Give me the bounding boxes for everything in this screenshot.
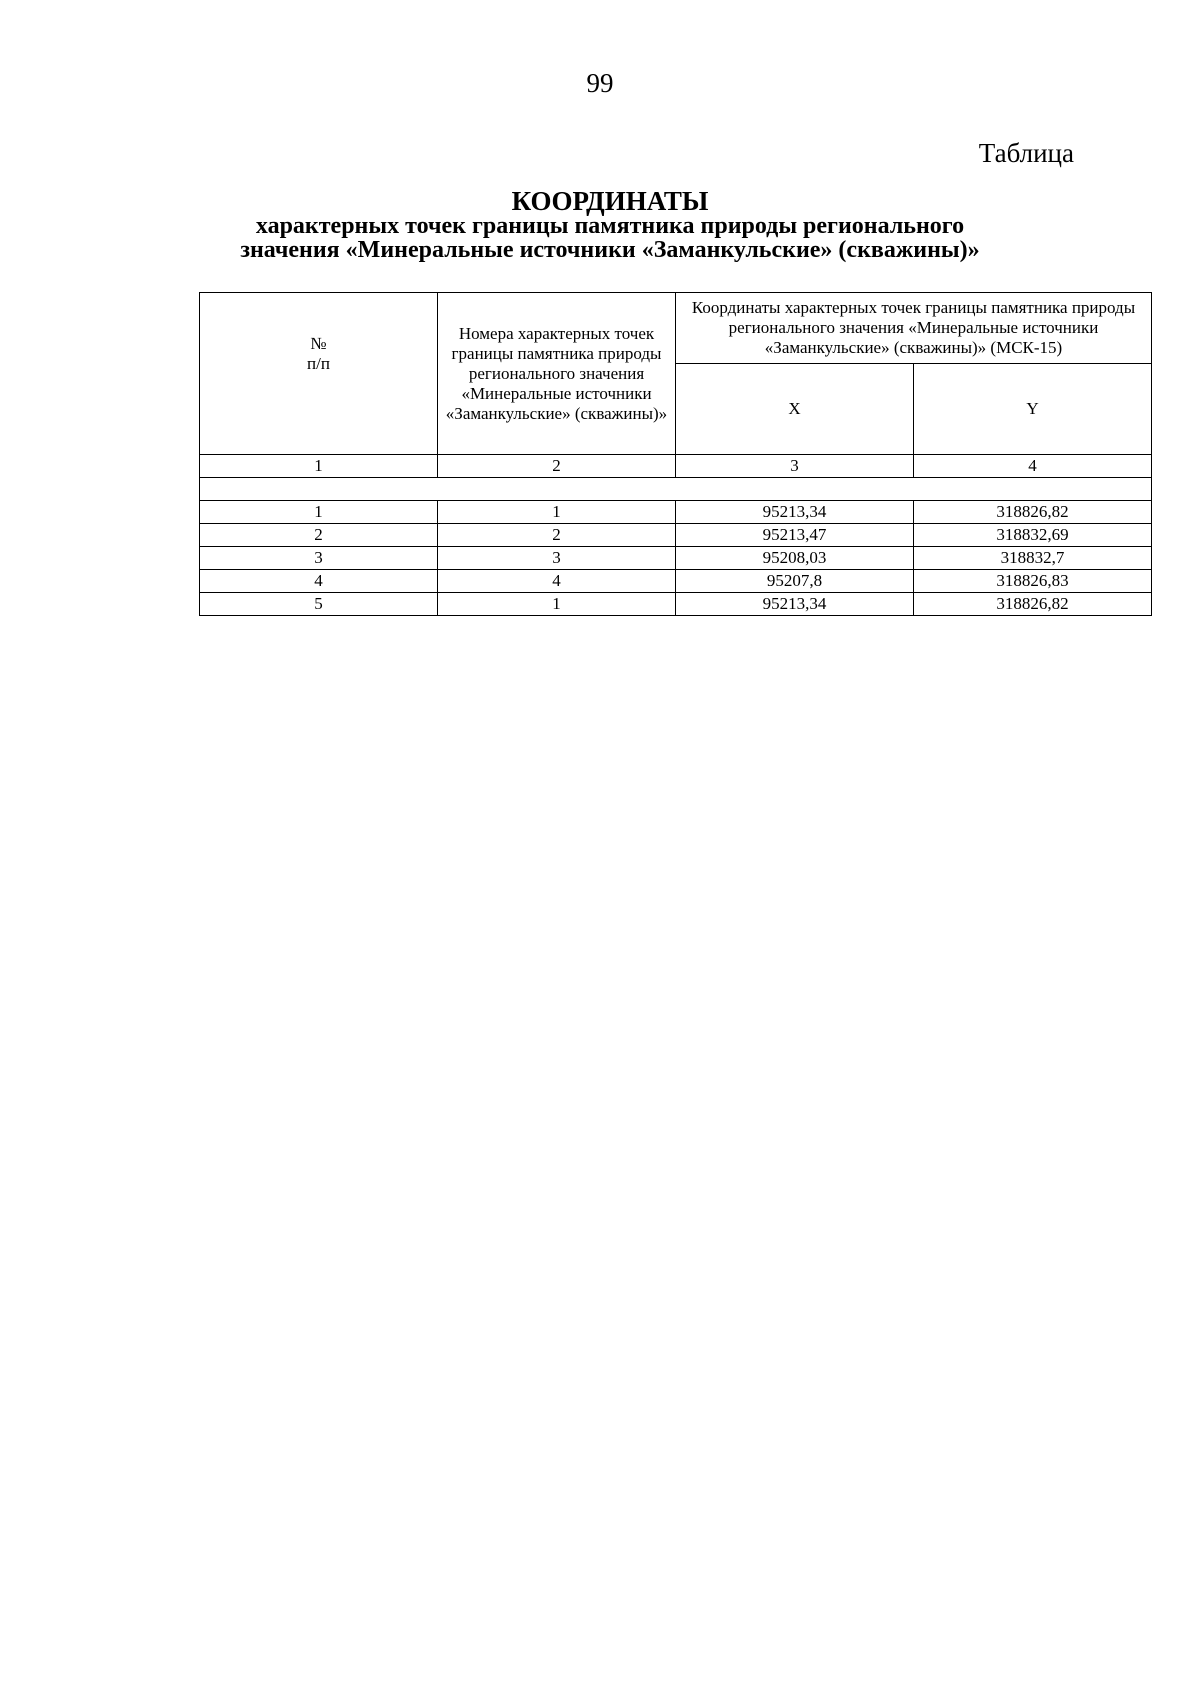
header-y-cell: Y [914, 364, 1152, 455]
table-row [200, 501, 1152, 524]
table-row [200, 547, 1152, 570]
point-number-cell: 1 [438, 501, 676, 524]
empty-row [200, 478, 1152, 501]
header-row-1 [200, 293, 1152, 364]
header-x-cell: X [676, 364, 914, 455]
point-number-cell: 1 [438, 593, 676, 616]
y-value-cell: 318826,82 [914, 593, 1152, 616]
x-value-cell: 95213,34 [676, 593, 914, 616]
title-block [130, 188, 1090, 262]
point-number-cell: 4 [438, 570, 676, 593]
coordinates-table [199, 292, 1152, 616]
table-row [200, 570, 1152, 593]
column-number-row [200, 455, 1152, 478]
column-number-cell: 1 [200, 455, 438, 478]
row-number-cell: 2 [200, 524, 438, 547]
row-number-cell: 3 [200, 547, 438, 570]
x-value-cell: 95207,8 [676, 570, 914, 593]
column-number-cell: 4 [914, 455, 1152, 478]
header-point-number-cell: Номера характерных точек границы памятника природы регионального значения «Минеральные источники «Заманкульские» (скважины)» [438, 293, 676, 455]
header-coordinates-cell: Координаты характерных точек границы памятника природы регионального значения «Минеральные источники «Заманкульские» (скважины)» (МСК-15) [676, 293, 1152, 364]
document-title: КООРДИНАТЫ [511, 186, 709, 216]
point-number-cell: 3 [438, 547, 676, 570]
y-value-cell: 318826,83 [914, 570, 1152, 593]
document-subtitle-line-1: характерных точек границы памятника природы регионального [255, 213, 965, 239]
table-label: Таблица [978, 138, 1074, 168]
x-value-cell: 95213,34 [676, 501, 914, 524]
y-value-cell: 318832,69 [914, 524, 1152, 547]
header-number-cell: № п/п [200, 293, 438, 455]
document-subtitle-line-2: значения «Минеральные источники «Заманкульские» (скважины)» [240, 237, 980, 263]
table-row [200, 524, 1152, 547]
x-value-cell: 95208,03 [676, 547, 914, 570]
point-number-cell: 2 [438, 524, 676, 547]
empty-cell [200, 478, 1152, 501]
page-number: 99 [586, 68, 614, 98]
table-row [200, 593, 1152, 616]
x-value-cell: 95213,47 [676, 524, 914, 547]
column-number-cell: 3 [676, 455, 914, 478]
y-value-cell: 318832,7 [914, 547, 1152, 570]
row-number-cell: 4 [200, 570, 438, 593]
row-number-cell: 5 [200, 593, 438, 616]
y-value-cell: 318826,82 [914, 501, 1152, 524]
row-number-cell: 1 [200, 501, 438, 524]
column-number-cell: 2 [438, 455, 676, 478]
